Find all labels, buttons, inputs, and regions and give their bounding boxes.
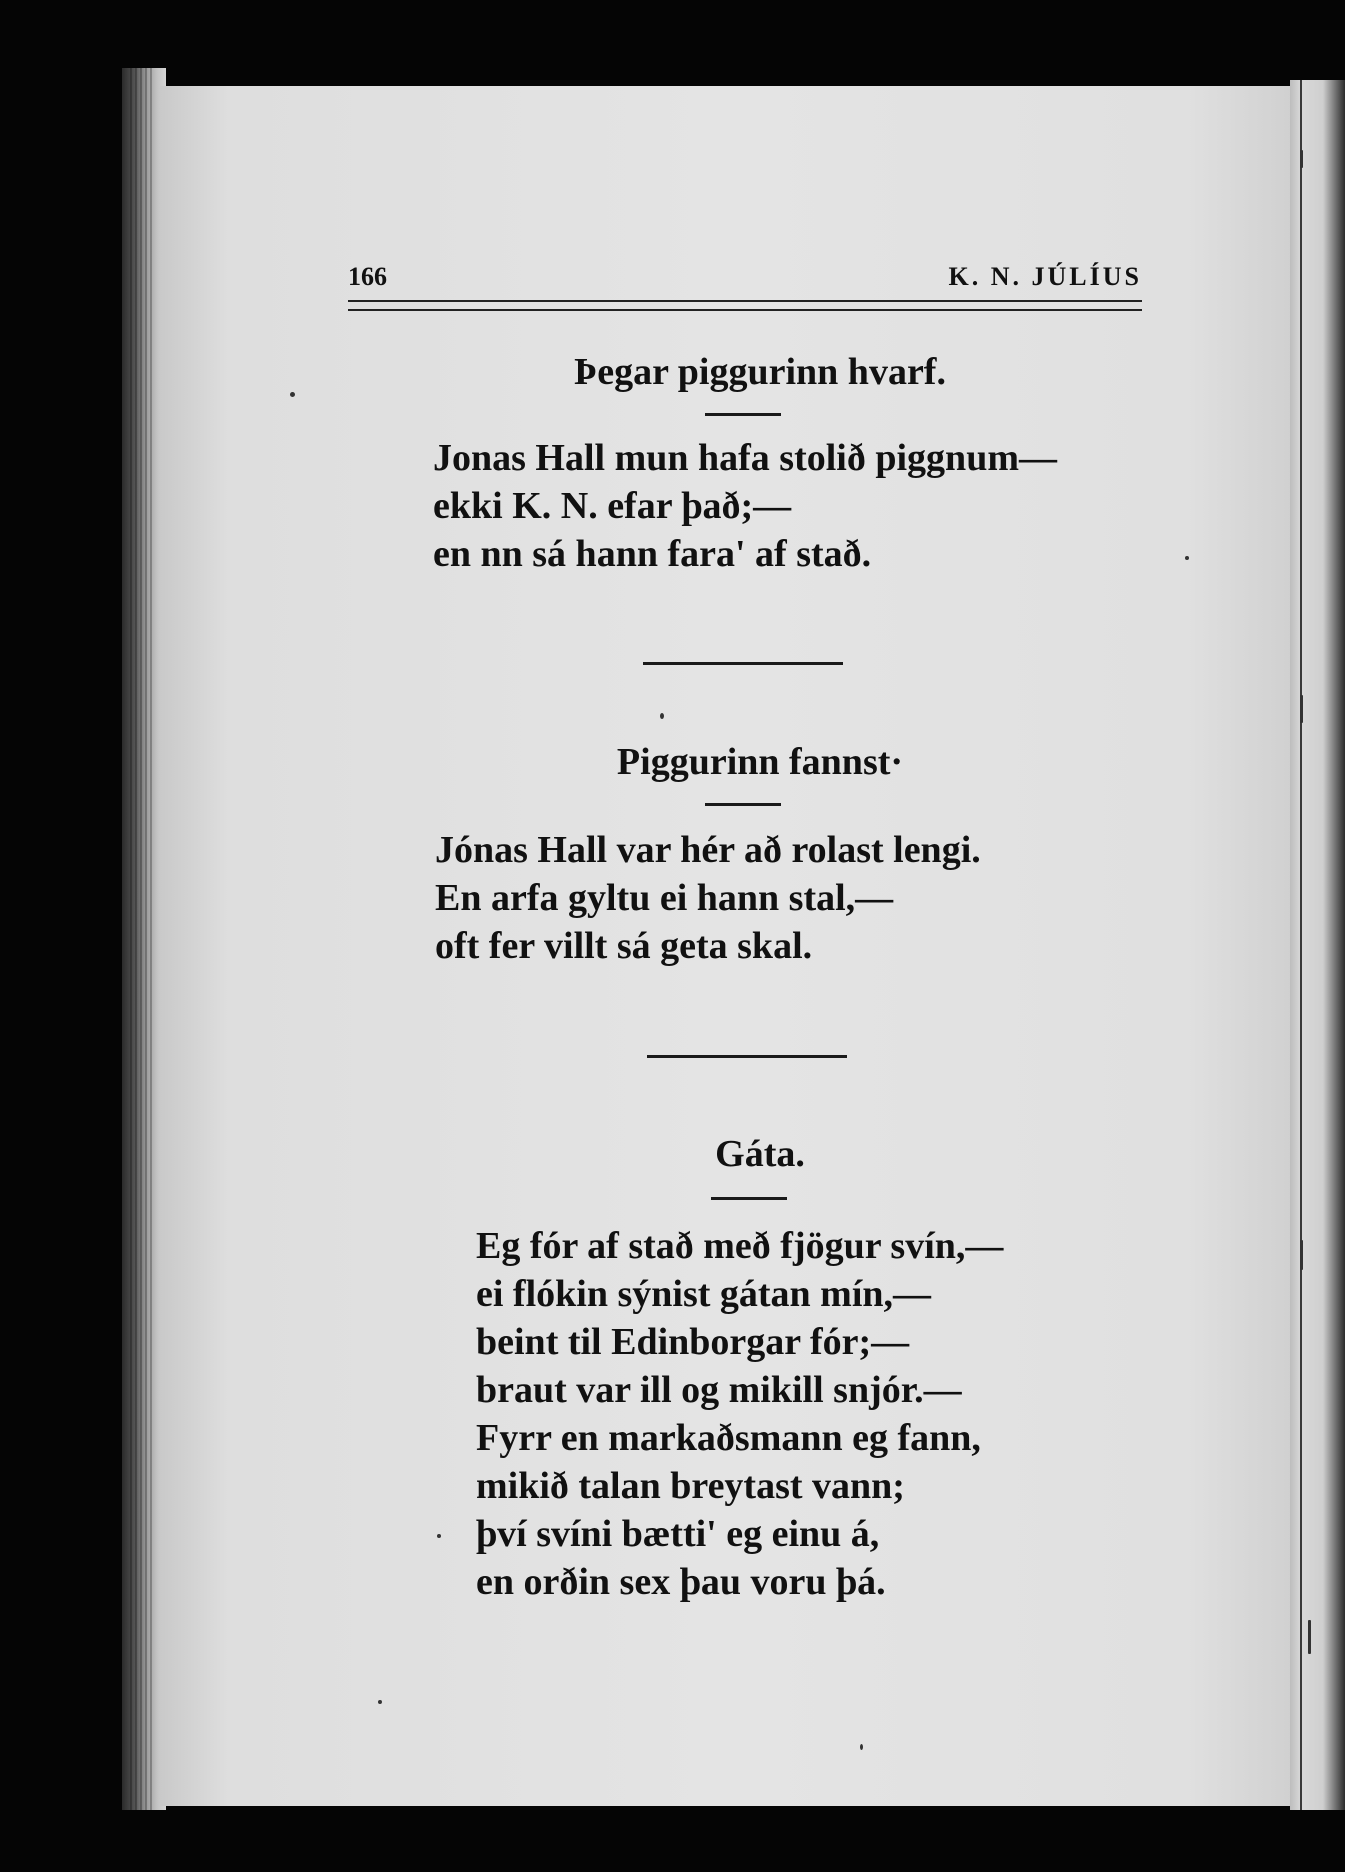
poem-line: Fyrr en markaðsmann eg fann, [476, 1417, 981, 1459]
poem-line: braut var ill og mikill snjór.— [476, 1369, 962, 1411]
poem-line: ekki K. N. efar það;— [433, 485, 792, 527]
poem-stanza [476, 1222, 1003, 1606]
poem-stanza [433, 434, 1057, 578]
poem-line: en orðin sex þau voru þá. [476, 1561, 886, 1603]
page-number: 166 [348, 262, 387, 291]
title-underline-rule [711, 1197, 787, 1200]
poem-line: Jónas Hall var hér að rolast lengi. [435, 829, 981, 871]
poem-line: Eg fór af stað með fjögur svín,— [476, 1225, 1004, 1267]
poem-title: Þegar piggurinn hvarf. [574, 351, 946, 393]
title-underline-rule [705, 803, 781, 806]
poem-line: ei flókin sýnist gátan mín,— [476, 1273, 932, 1315]
section-divider-rule [647, 1055, 847, 1058]
poem-line: beint til Edinborgar fór;— [476, 1321, 910, 1363]
poem-line: oft fer villt sá geta skal. [435, 925, 813, 967]
poem-line: En arfa gyltu ei hann stal,— [435, 877, 894, 919]
page-header [348, 262, 1142, 292]
poem-stanza [435, 826, 981, 970]
running-head: K. N. JÚLÍUS [948, 262, 1142, 291]
title-underline-rule [705, 413, 781, 416]
poem-line: mikið talan breytast vann; [476, 1465, 905, 1507]
poem-title: Gáta. [715, 1133, 805, 1175]
poem-title: Piggurinn fannst· [616, 741, 904, 783]
poem-line: því svíni bætti' eg einu á, [476, 1513, 880, 1555]
poem-line: en nn sá hann fara' af stað. [433, 533, 872, 575]
header-double-rule [348, 300, 1142, 311]
section-divider-rule [643, 662, 843, 665]
poem-line: Jonas Hall mun hafa stolið piggnum— [433, 437, 1057, 479]
